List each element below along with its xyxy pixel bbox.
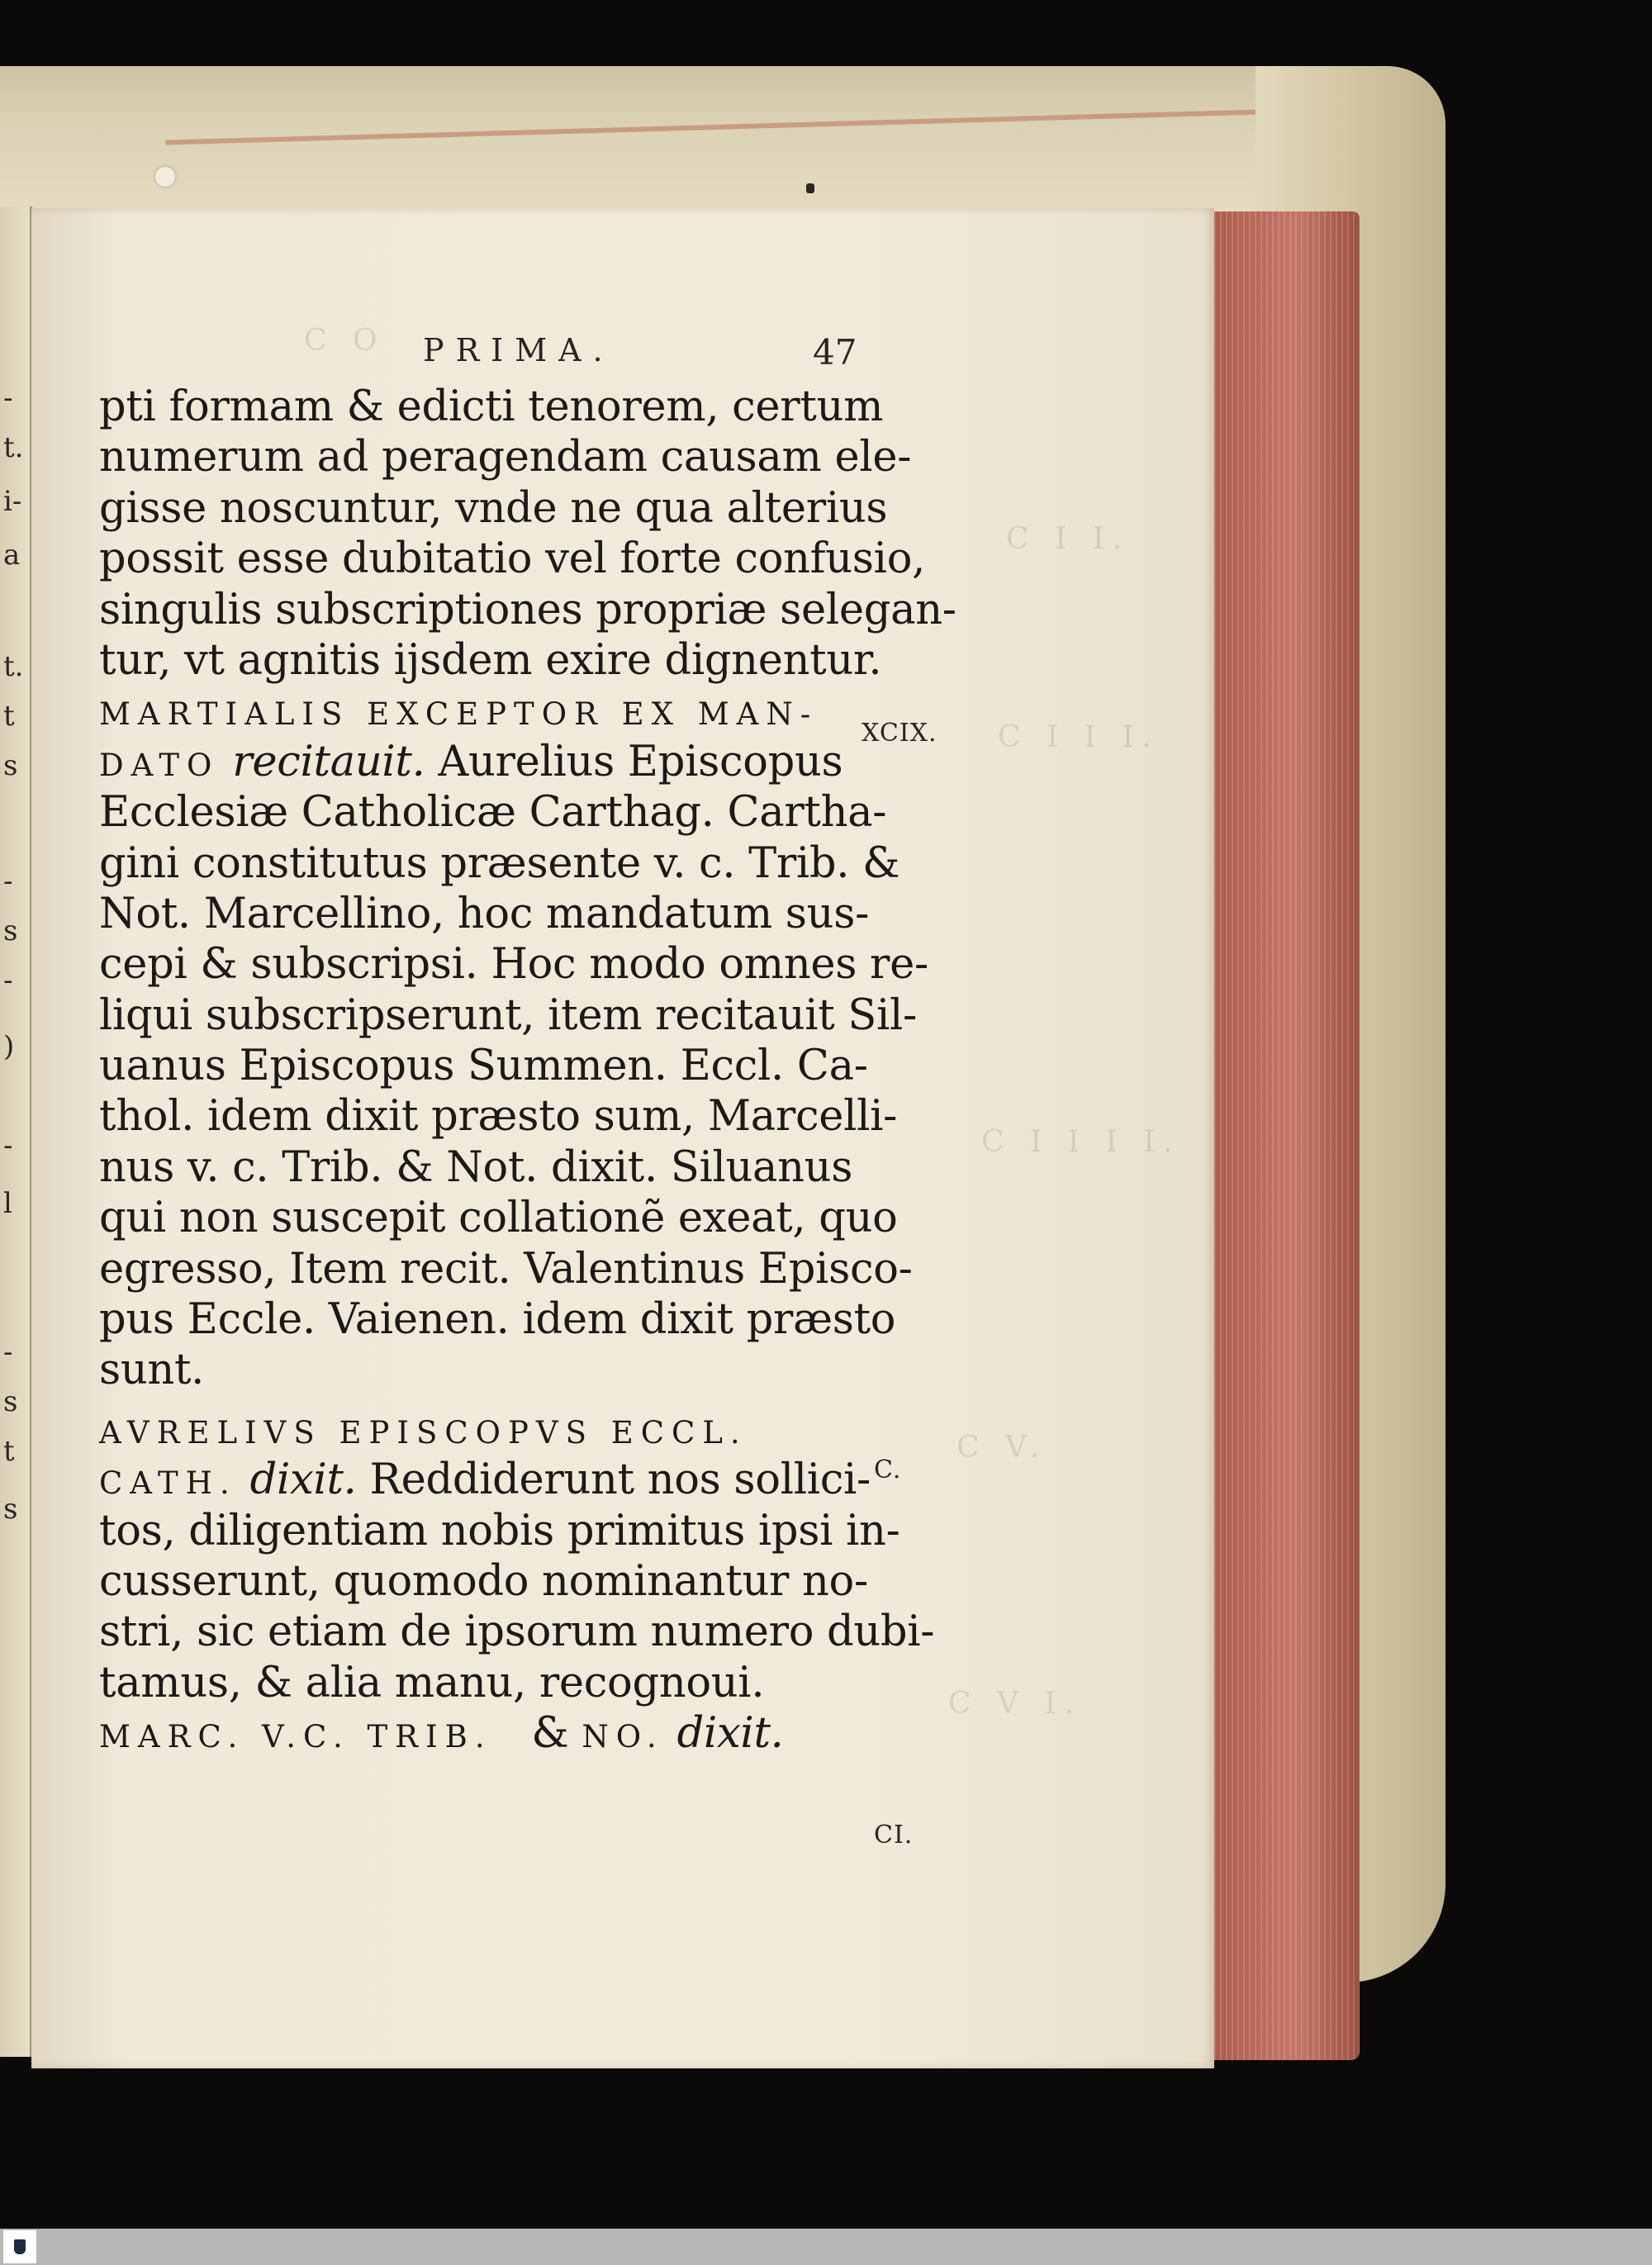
- text-line: possit esse dubitatio vel forte confusio,: [99, 534, 926, 584]
- text-line: nus v. c. Trib. & Not. dixit. Siluanus: [99, 1142, 853, 1192]
- left-page-fragment: t: [3, 1435, 15, 1468]
- text-run: Aurelius Episcopus: [438, 737, 843, 786]
- text-line: [99, 737, 892, 787]
- left-page-fragment: -: [3, 382, 13, 415]
- text-line: gini constitutus præsente v. c. Trib. &: [99, 838, 900, 888]
- margin-number-xcix: XCIX.: [862, 719, 938, 748]
- text-line: egresso, Item recit. Valentinus Episco-: [99, 1244, 913, 1294]
- book-fore-edge: [1203, 211, 1360, 2060]
- book-page: [31, 208, 1214, 2068]
- vellum-cover-top: [0, 66, 1404, 231]
- text-line: Not. Marcellino, hoc mandatum sus-: [99, 889, 870, 938]
- left-page-fragment: t.: [3, 650, 24, 683]
- library-logo-icon: [3, 2230, 36, 2263]
- italic-verb: dixit.: [676, 1709, 784, 1759]
- text-line: cepi & subscripsi. Hoc modo omnes re-: [99, 940, 928, 990]
- section-heading: [99, 1404, 892, 1455]
- speaker-heading-cont: CATH.: [99, 1465, 237, 1502]
- margin-number-c: C.: [874, 1455, 902, 1484]
- cover-clasp-hole: [155, 167, 175, 187]
- text-line: numerum ad peragendam causam ele-: [99, 433, 912, 482]
- left-page-edge: [0, 207, 32, 2057]
- page-number: 47: [813, 332, 857, 373]
- speaker-heading-cont: NO.: [582, 1719, 664, 1755]
- speaker-heading: MARC. V.C. TRIB.: [99, 1719, 492, 1755]
- ampersand: &: [531, 1709, 569, 1759]
- speaker-heading-cont: DATO: [99, 747, 220, 783]
- left-page-fragment: s: [3, 914, 18, 947]
- section-heading: [99, 1708, 892, 1759]
- cover-mark: [806, 183, 814, 193]
- text-line: tur, vt agnitis ijsdem exire dignentur.: [99, 635, 882, 685]
- text-line: stri, sic etiam de ipsorum numero dubi-: [99, 1607, 935, 1657]
- text-line: sunt.: [99, 1346, 205, 1395]
- running-head: PRIMA.: [423, 332, 615, 368]
- speaker-heading: MARTIALIS EXCEPTOR EX MAN-: [99, 696, 819, 733]
- text-line: gisse noscuntur, vnde ne qua alterius: [99, 483, 888, 533]
- scanner-footer-strip: [0, 2229, 1652, 2265]
- show-through: C I I I I.: [981, 1125, 1181, 1159]
- left-page-fragment: -: [3, 964, 13, 997]
- text-line: cusserunt, quomodo nominantur no-: [99, 1556, 868, 1606]
- text-line: pus Eccle. Vaienen. idem dixit præsto: [99, 1295, 896, 1345]
- text-run: Reddiderunt nos sollici-: [369, 1455, 871, 1505]
- text-line: qui non suscepit collationẽ exeat, quo: [99, 1194, 898, 1243]
- left-page-fragment: -: [3, 1129, 13, 1162]
- text-line: liqui subscripserunt, item recitauit Sil-: [99, 990, 917, 1040]
- text-line: pti formam & edicti tenorem, certum: [99, 382, 884, 431]
- text-line: Ecclesiæ Catholicæ Carthag. Cartha-: [99, 788, 887, 838]
- margin-number-ci: CI.: [874, 1821, 914, 1850]
- text-line: [99, 1455, 892, 1505]
- text-line: uanus Episcopus Summen. Eccl. Ca-: [99, 1042, 868, 1091]
- italic-verb: recitauit.: [232, 737, 425, 786]
- show-through: C I I.: [1006, 522, 1131, 556]
- text-line: thol. idem dixit præsto sum, Marcelli-: [99, 1092, 898, 1142]
- show-through: C I I I.: [998, 720, 1160, 754]
- left-page-fragment: t: [3, 700, 15, 733]
- show-through: C O: [304, 324, 386, 358]
- left-page-fragment: -: [3, 1336, 13, 1369]
- left-page-fragment: ): [3, 1030, 15, 1063]
- text-line: singulis subscriptiones propriæ selegan-: [99, 585, 957, 634]
- text-line: tos, diligentiam nobis primitus ipsi in-: [99, 1506, 900, 1555]
- text-line: tamus, & alia manu, recognoui.: [99, 1658, 765, 1707]
- italic-verb: dixit.: [249, 1455, 357, 1505]
- left-page-fragment: a: [3, 539, 21, 572]
- left-page-fragment: -: [3, 865, 13, 898]
- left-page-fragment: t.: [3, 431, 24, 464]
- left-page-fragment: s: [3, 749, 18, 782]
- show-through: C V.: [957, 1431, 1048, 1465]
- left-page-fragment: s: [3, 1385, 18, 1418]
- left-page-fragment: s: [3, 1493, 18, 1526]
- left-page-fragment: l: [3, 1187, 12, 1220]
- show-through: C V I.: [948, 1687, 1083, 1721]
- section-heading: [99, 686, 892, 736]
- speaker-heading: AVRELIVS EPISCOPVS ECCL.: [99, 1414, 748, 1451]
- left-page-fragment: i-: [3, 485, 22, 518]
